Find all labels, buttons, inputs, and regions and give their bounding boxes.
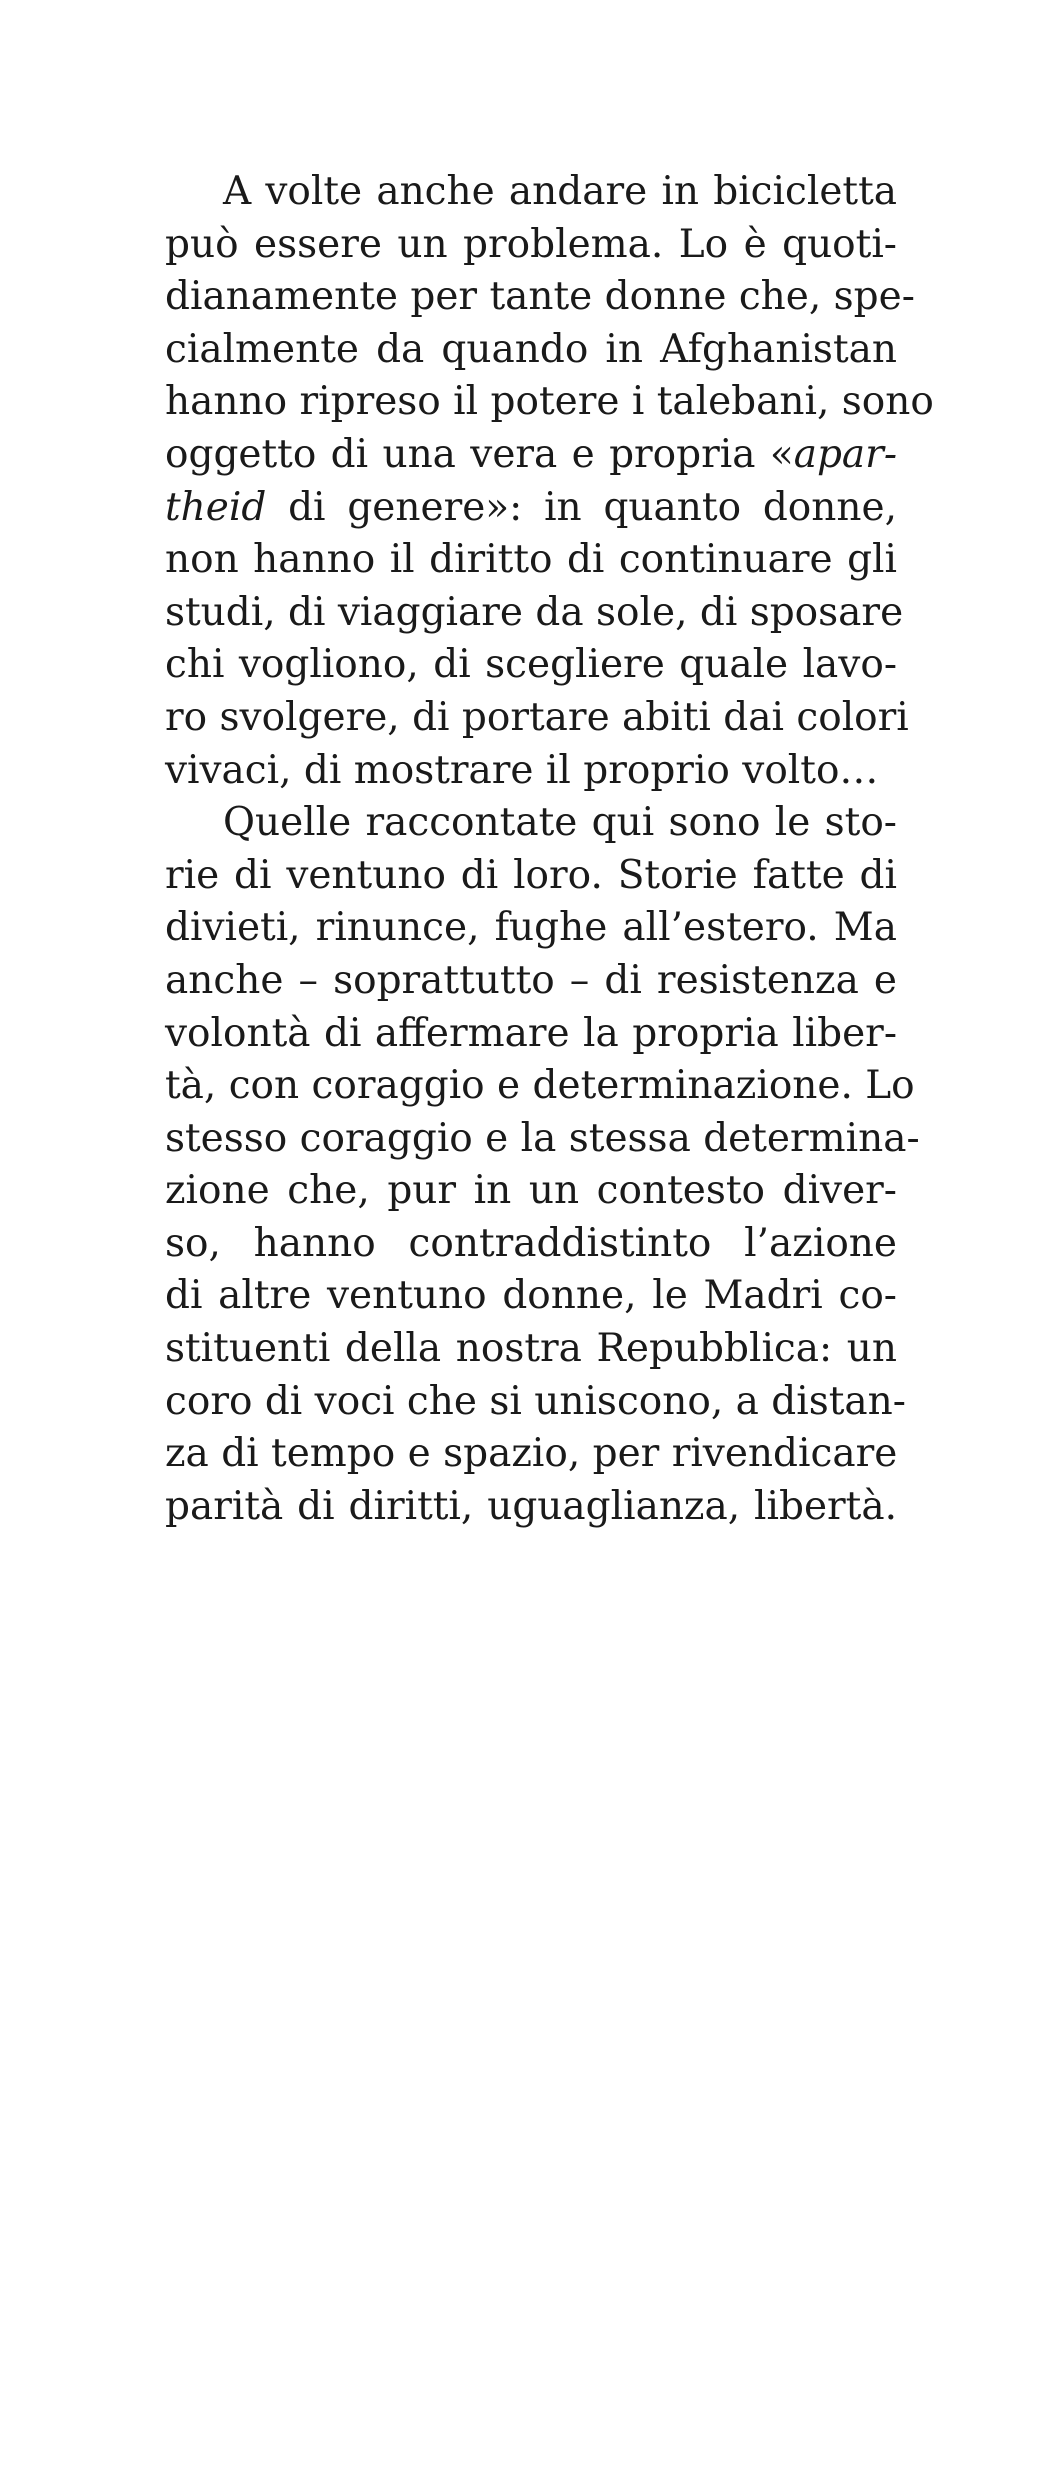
text-line: vivaci, di mostrare il proprio volto… bbox=[165, 747, 879, 793]
text-segment: oggetto di una vera e propria « bbox=[165, 431, 794, 477]
italic-word: theid bbox=[165, 484, 267, 530]
text-line: non hanno il diritto di continuare gli bbox=[165, 537, 897, 583]
text-line: zione che, pur in un contesto diver- bbox=[165, 1168, 897, 1214]
text-line: hanno ripreso il potere i talebani, sono bbox=[165, 379, 934, 425]
text-line: stituenti della nostra Repubblica: un bbox=[165, 1326, 897, 1372]
text-line-with-italic bbox=[165, 482, 897, 535]
text-line: ro svolgere, di portare abiti dai colori bbox=[165, 694, 909, 740]
text-line: studi, di viaggiare da sole, di sposare bbox=[165, 589, 904, 635]
text-line: parità di diritti, uguaglianza, libertà. bbox=[165, 1483, 897, 1529]
text-line: A volte anche andare in bicicletta bbox=[223, 169, 897, 214]
text-line: anche – soprattutto – di resistenza e bbox=[165, 957, 897, 1003]
body-text bbox=[165, 166, 934, 1533]
text-line: chi vogliono, di scegliere quale lavo- bbox=[165, 642, 897, 688]
text-line-with-italic bbox=[165, 429, 897, 482]
text-line: dianamente per tante donne che, spe- bbox=[165, 274, 915, 320]
text-line: cialmente da quando in Afghanistan bbox=[165, 326, 897, 372]
text-line: di altre ventuno donne, le Madri co- bbox=[165, 1273, 897, 1319]
text-line: za di tempo e spazio, per rivendicare bbox=[165, 1431, 898, 1477]
text-line: so, hanno contraddistinto l’azione bbox=[165, 1220, 897, 1266]
text-line: può essere un problema. Lo è quoti- bbox=[165, 221, 897, 267]
text-line: rie di ventuno di loro. Storie fatte di bbox=[165, 852, 897, 898]
text-line: tà, con coraggio e determinazione. Lo bbox=[165, 1063, 915, 1109]
text-line: stesso coraggio e la stessa determina- bbox=[165, 1115, 920, 1161]
text-line: volontà di affermare la propria liber- bbox=[165, 1010, 897, 1056]
text-line: Quelle raccontate qui sono le sto- bbox=[223, 800, 897, 846]
text-line: divieti, rinunce, fughe all’estero. Ma bbox=[165, 905, 897, 951]
text-line: coro di voci che si uniscono, a distan- bbox=[165, 1378, 906, 1424]
italic-word: apar- bbox=[793, 431, 897, 477]
text-segment: di genere»: in quanto donne, bbox=[266, 484, 897, 530]
